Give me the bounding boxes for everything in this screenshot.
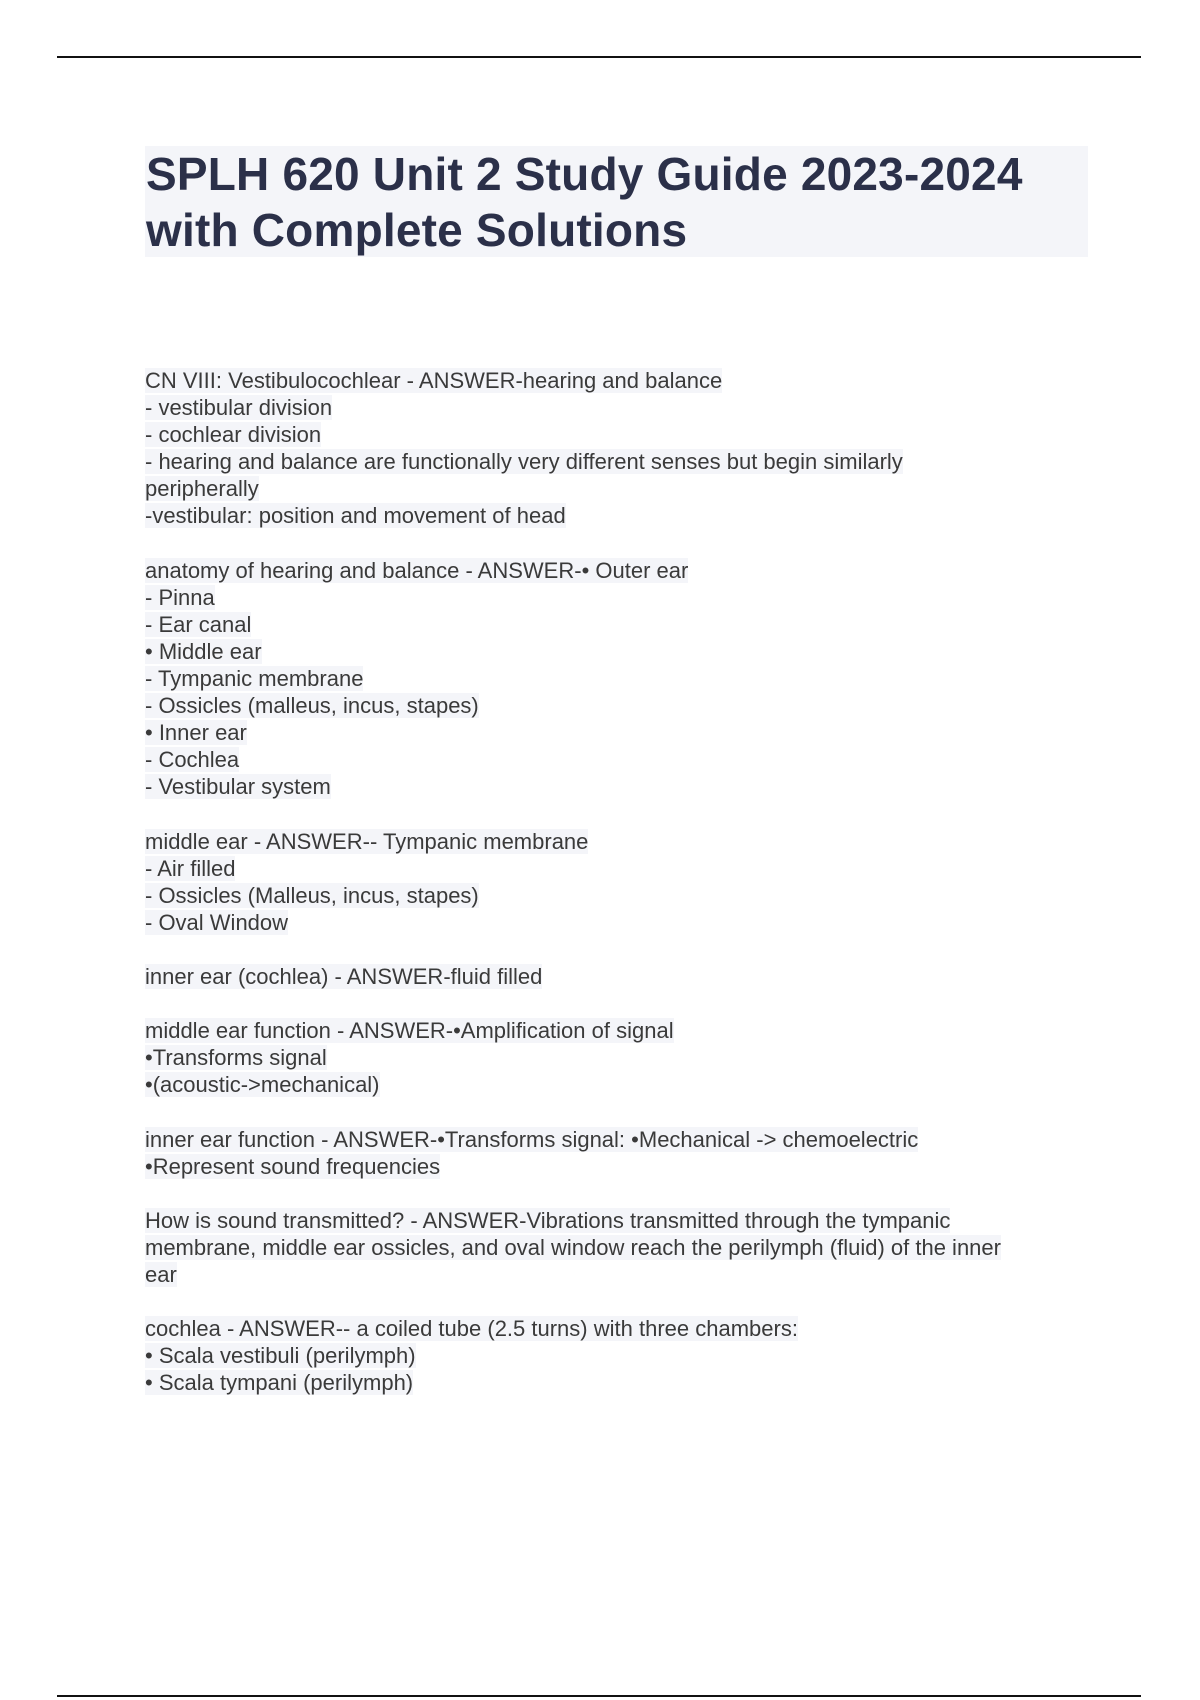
question-line [145, 828, 1095, 855]
footer-rule [57, 1695, 1141, 1697]
answer-line [145, 1342, 1095, 1369]
answer-line [145, 773, 1095, 800]
question-line [145, 1126, 1095, 1153]
line-text: • Middle ear [145, 638, 262, 664]
qa-entry [145, 367, 1095, 530]
answer-line [145, 1071, 1095, 1098]
answer-line [145, 692, 1095, 719]
answer-line [145, 394, 1095, 421]
qa-entry [145, 1315, 1095, 1396]
answer-line [145, 1261, 1095, 1288]
question-line [145, 1017, 1095, 1044]
line-text: •Transforms signal [145, 1045, 327, 1071]
line-text: - Ossicles (Malleus, incus, stapes) [145, 882, 479, 908]
line-text: inner ear (cochlea) - ANSWER-fluid filled [145, 964, 543, 990]
qa-entry [145, 963, 1095, 990]
page-title [146, 146, 1023, 258]
line-text: - Ossicles (malleus, incus, stapes) [145, 693, 479, 719]
question-line [145, 963, 1095, 990]
answer-line [145, 665, 1095, 692]
question-line [145, 1207, 1095, 1234]
line-text: middle ear - ANSWER-- Tympanic membrane [145, 828, 589, 854]
qa-entry [145, 557, 1095, 801]
question-line [145, 1315, 1095, 1342]
qa-entry [145, 1207, 1095, 1288]
line-text: peripherally [145, 476, 259, 502]
answer-line [145, 1044, 1095, 1071]
title-line: with Complete Solutions [146, 204, 688, 256]
line-text: • Scala vestibuli (perilymph) [145, 1343, 416, 1369]
header-rule [57, 56, 1141, 58]
line-text: • Scala tympani (perilymph) [145, 1370, 414, 1396]
answer-line [145, 719, 1095, 746]
answer-line [145, 909, 1095, 936]
answer-line [145, 611, 1095, 638]
answer-line [145, 1153, 1095, 1180]
line-text: inner ear function - ANSWER-•Transforms signal: •Mechanical -> chemoelectric [145, 1126, 919, 1152]
answer-line [145, 746, 1095, 773]
title-line: SPLH 620 Unit 2 Study Guide 2023-2024 [146, 148, 1023, 200]
line-text: anatomy of hearing and balance - ANSWER-• Outer ear [145, 557, 689, 583]
line-text: membrane, middle ear ossicles, and oval window reach the perilymph (fluid) of the inner [145, 1235, 1001, 1260]
question-line [145, 557, 1095, 584]
line-text: - Pinna [145, 584, 215, 610]
answer-line [145, 882, 1095, 909]
line-text: - hearing and balance are functionally very different senses but begin similarly [145, 449, 903, 475]
answer-line [145, 1234, 1095, 1261]
answer-line [145, 1369, 1095, 1396]
line-text: - Oval Window [145, 909, 289, 935]
line-text: - cochlear division [145, 422, 322, 448]
line-text: - Ear canal [145, 611, 252, 637]
answer-line [145, 475, 1095, 502]
document-body [145, 367, 1095, 1424]
line-text: - vestibular division [145, 395, 333, 421]
line-text: • Inner ear [145, 720, 247, 746]
line-text: -vestibular: position and movement of head [145, 503, 566, 529]
line-text: - Air filled [145, 855, 236, 881]
qa-entry [145, 828, 1095, 936]
qa-entry [145, 1126, 1095, 1180]
line-text: - Tympanic membrane [145, 666, 364, 692]
line-text: CN VIII: Vestibulocochlear - ANSWER-hearing and balance [145, 368, 723, 393]
line-text: How is sound transmitted? - ANSWER-Vibrations transmitted through the tympanic [145, 1207, 951, 1233]
line-text: ear [145, 1262, 177, 1288]
answer-line [145, 855, 1095, 882]
answer-line [145, 584, 1095, 611]
line-text: middle ear function - ANSWER-•Amplification of signal [145, 1018, 674, 1044]
answer-line [145, 421, 1095, 448]
qa-entry [145, 1017, 1095, 1098]
line-text: cochlea - ANSWER-- a coiled tube (2.5 turns) with three chambers: [145, 1316, 798, 1342]
answer-line [145, 638, 1095, 665]
line-text: - Cochlea [145, 747, 240, 773]
answer-line [145, 448, 1095, 475]
answer-line [145, 502, 1095, 529]
line-text: •(acoustic->mechanical) [145, 1072, 380, 1098]
line-text: •Represent sound frequencies [145, 1153, 441, 1179]
question-line [145, 367, 1095, 394]
line-text: - Vestibular system [145, 774, 331, 800]
